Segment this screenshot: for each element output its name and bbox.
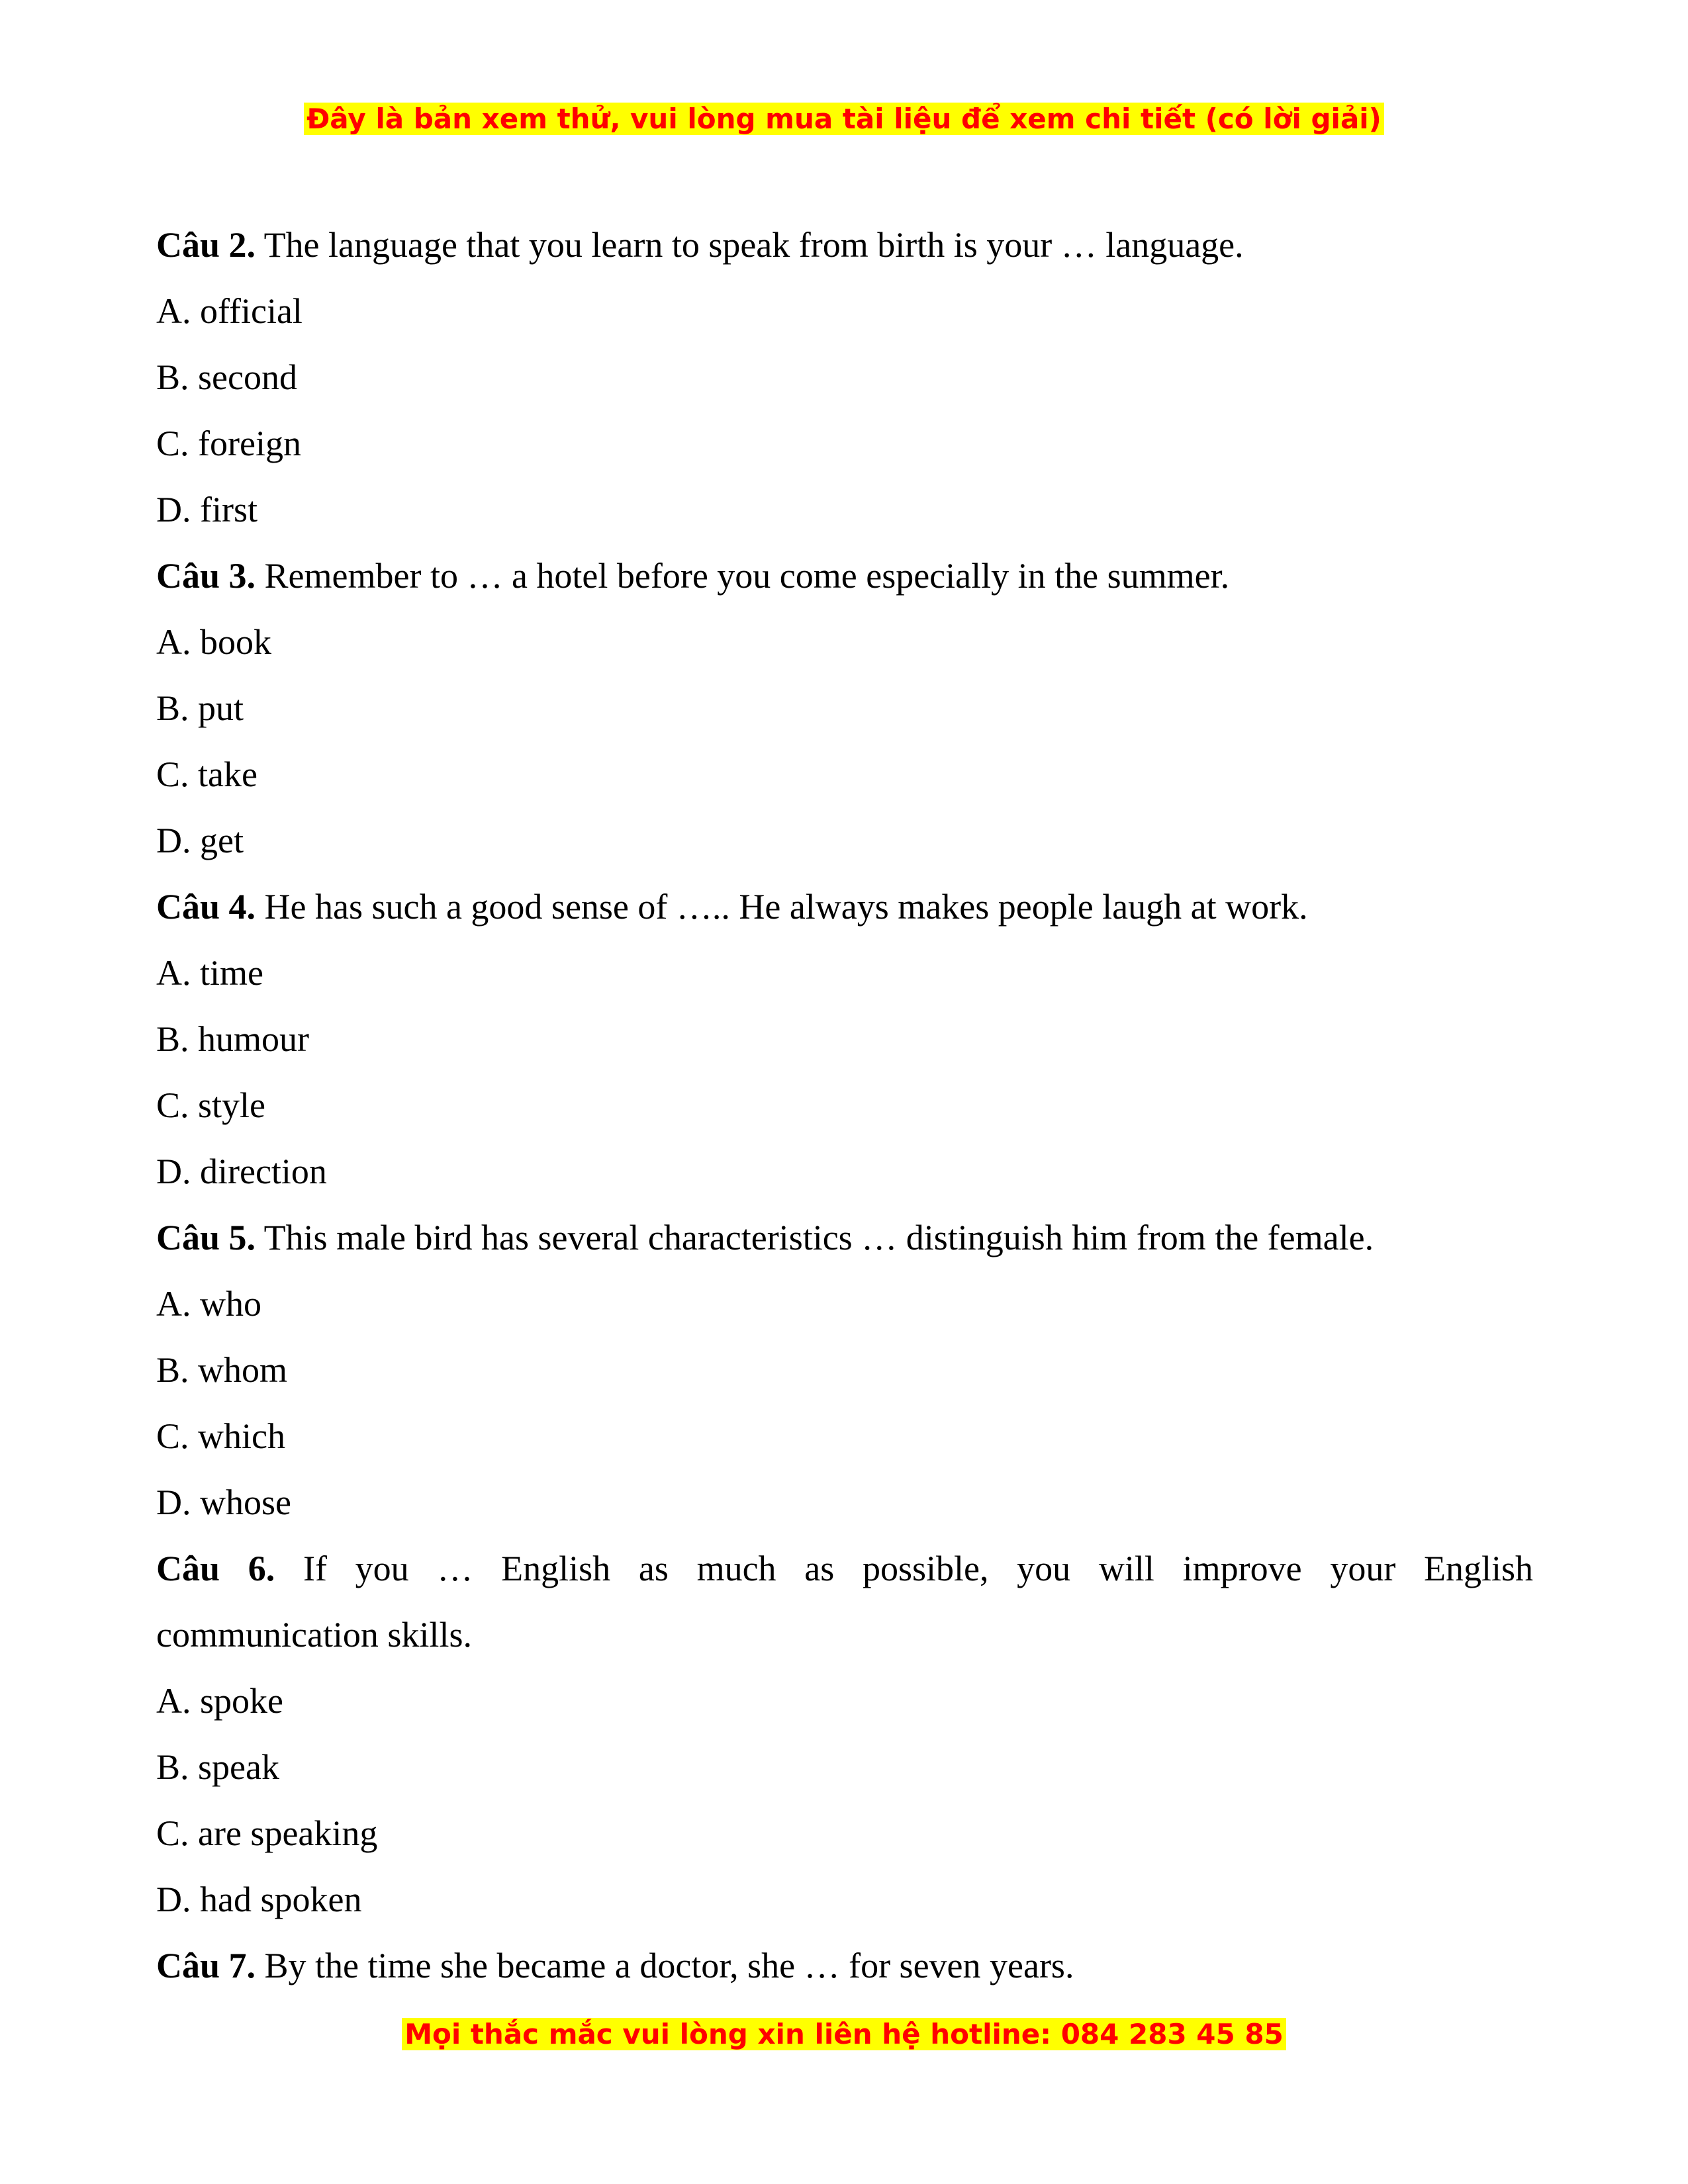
option-a: A. time: [156, 953, 263, 993]
question-number: Câu 3.: [156, 556, 256, 596]
question-3: [156, 543, 1533, 609]
question-7: [156, 1933, 1533, 1999]
question-6: [156, 1535, 1533, 1602]
question-number: Câu 4.: [156, 887, 256, 927]
option-b: B. whom: [156, 1350, 288, 1390]
question-5: [156, 1205, 1533, 1271]
question-text: By the time she became a doctor, she … for seven years.: [264, 1946, 1074, 1985]
option-b: B. speak: [156, 1747, 279, 1787]
question-number: Câu 6.: [156, 1549, 275, 1588]
hotline-notice-banner: [0, 2016, 1688, 2053]
preview-notice-text: Đây là bản xem thử, vui lòng mua tài liệu để xem chi tiết (có lời giải): [304, 103, 1384, 135]
option-d: D. had spoken: [156, 1880, 362, 1919]
question-text: The language that you learn to speak from birth is your … language.: [263, 225, 1244, 265]
option-c: C. are speaking: [156, 1813, 378, 1853]
question-text: He has such a good sense of ….. He always makes people laugh at work.: [264, 887, 1308, 927]
option-d: D. whose: [156, 1482, 291, 1522]
question-number: Câu 2.: [156, 225, 256, 265]
option-d: D. first: [156, 490, 258, 529]
option-c: C. style: [156, 1085, 266, 1125]
question-2: [156, 212, 1533, 278]
hotline-notice-text: Mọi thắc mắc vui lòng xin liên hệ hotline: 084 283 45 85: [402, 2018, 1286, 2050]
option-d: D. get: [156, 821, 244, 860]
question-text-continued: communication skills.: [156, 1615, 472, 1655]
option-c: C. foreign: [156, 424, 301, 463]
option-a: A. spoke: [156, 1681, 283, 1721]
option-c: C. take: [156, 754, 258, 794]
question-text: Remember to … a hotel before you come especially in the summer.: [264, 556, 1230, 596]
question-text: This male bird has several characteristics … distinguish him from the female.: [263, 1218, 1374, 1257]
question-4: [156, 874, 1533, 940]
question-number: Câu 5.: [156, 1218, 256, 1257]
option-a: A. official: [156, 291, 303, 331]
option-b: B. second: [156, 357, 297, 397]
option-a: A. who: [156, 1284, 261, 1324]
option-d: D. direction: [156, 1152, 327, 1191]
option-c: C. which: [156, 1416, 285, 1456]
question-list: [156, 212, 1533, 1999]
preview-notice-banner: [0, 101, 1688, 138]
option-b: B. humour: [156, 1019, 310, 1059]
option-a: A. book: [156, 622, 271, 662]
option-b: B. put: [156, 688, 244, 728]
question-text: If you … English as much as possible, you will improve your English: [303, 1549, 1534, 1588]
question-number: Câu 7.: [156, 1946, 256, 1985]
